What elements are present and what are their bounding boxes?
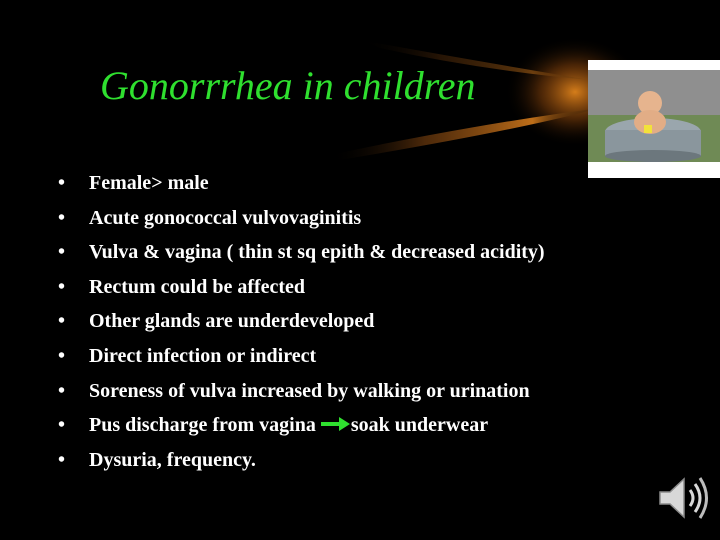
bullet-text-continued: soak underwear xyxy=(350,414,489,437)
bullet-marker: • xyxy=(58,310,66,333)
bullet-text: Pus discharge from vagina xyxy=(89,414,321,437)
bullet-marker: • xyxy=(58,448,66,471)
bullet-text: Soreness of vulva increased by walking or urination xyxy=(89,379,530,402)
bullet-marker: • xyxy=(58,206,66,229)
bullet-text: Other glands are underdeveloped xyxy=(89,310,375,333)
bullet-text: Dysuria, frequency. xyxy=(89,448,256,471)
bullet-marker: • xyxy=(58,379,66,402)
bullet-marker: • xyxy=(58,275,66,298)
bullet-marker: • xyxy=(58,172,66,194)
bullet-text: Female> male xyxy=(89,172,209,194)
right-arrow-icon xyxy=(321,414,351,434)
bullet-text: Vulva & vagina ( thin st sq epith & decreased acidity) xyxy=(89,241,545,264)
bullet-marker: • xyxy=(58,344,66,367)
slide-title: Gonorrrhea in children xyxy=(100,63,476,108)
bullet-text: Rectum could be affected xyxy=(89,275,306,298)
baby-in-tub-image xyxy=(588,60,720,178)
bullet-marker: • xyxy=(58,241,66,264)
bullet-text: Direct infection or indirect xyxy=(89,344,317,367)
bullet-text-with-arrow xyxy=(89,408,488,443)
speaker-icon[interactable] xyxy=(654,470,710,526)
bullet-text: Acute gonococcal vulvovaginitis xyxy=(89,206,362,229)
bullet-marker: • xyxy=(58,414,66,437)
